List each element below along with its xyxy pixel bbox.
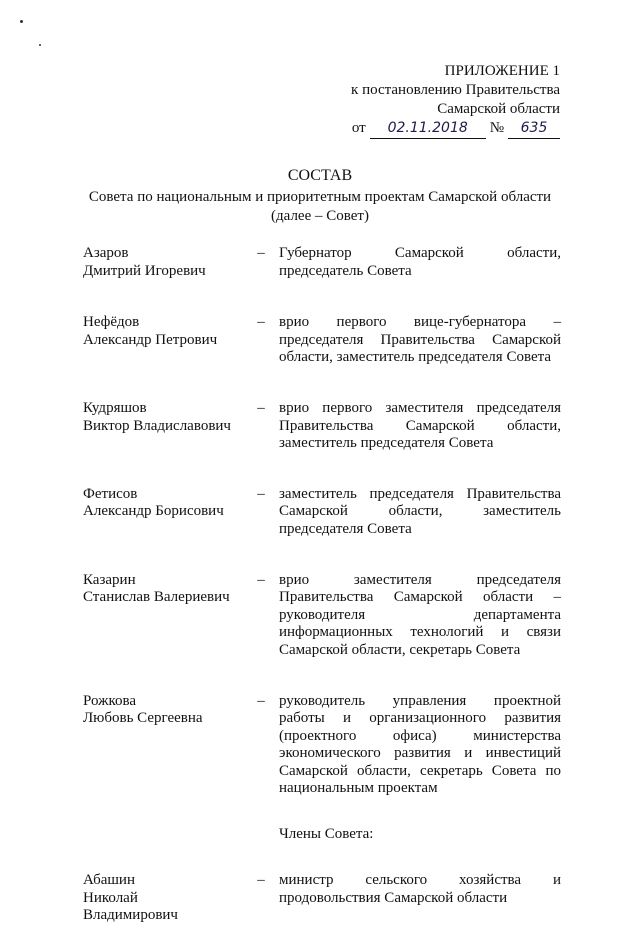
members-section-label: Члены Совета: <box>279 826 374 843</box>
member-surname: Фетисов <box>83 485 138 502</box>
member-row <box>83 400 561 453</box>
member-dash: – <box>257 485 265 502</box>
handwritten-number: 635 <box>508 119 560 139</box>
appendix-line-2: Самарской области <box>437 101 560 117</box>
member-name <box>83 245 243 280</box>
member-given-name: Любовь Сергеевна <box>83 710 203 727</box>
member-dash: – <box>257 314 265 331</box>
scan-speck <box>20 20 23 23</box>
member-row <box>83 572 561 660</box>
member-row <box>83 693 561 799</box>
member-surname: Абашин <box>83 872 135 889</box>
member-row <box>83 245 561 280</box>
document-heading <box>60 166 580 226</box>
member-given-name: Николай <box>83 889 138 906</box>
member-role: врио заместителя председателя Правительства Самарской области – руководителя департамента информационных технологий и связи Самарской области, секретарь Совета <box>279 571 561 658</box>
heading-line-2: (далее – Совет) <box>271 208 369 224</box>
appendix-title: ПРИЛОЖЕНИЕ 1 <box>444 63 560 79</box>
member-surname: Нефёдов <box>83 314 140 331</box>
member-dash: – <box>257 399 265 416</box>
member-role: заместитель председателя Правительства Самарской области, заместитель председателя Совета <box>279 485 561 537</box>
member-patronymic: Владимирович <box>83 907 178 924</box>
member-name <box>83 872 243 925</box>
member-surname: Кудряшов <box>83 399 147 416</box>
member-given-name: Дмитрий Игоревич <box>83 262 206 279</box>
document-title: СОСТАВ <box>287 167 353 184</box>
member-role: министр сельского хозяйства и продовольствия Самарской области <box>279 872 561 906</box>
handwritten-date: 02.11.2018 <box>370 119 486 139</box>
member-role: врио первого вице-губернатора – председателя Правительства Самарской области, заместитель председателя Совета <box>279 314 561 366</box>
member-name <box>83 400 243 453</box>
member-given-name: Виктор Владиславович <box>83 417 231 434</box>
member-row <box>83 314 561 367</box>
council-members-list <box>83 245 561 925</box>
member-row <box>83 872 561 925</box>
member-dash: – <box>257 571 265 588</box>
member-dash: – <box>257 692 265 709</box>
scan-speck <box>39 44 41 46</box>
member-dash: – <box>257 245 265 261</box>
member-surname: Азаров <box>83 245 129 261</box>
member-name <box>83 314 243 367</box>
member-name <box>83 693 243 799</box>
number-prefix: № <box>489 120 504 136</box>
member-role: Губернатор Самарской области, председатель Совета <box>279 245 561 279</box>
member-role: врио первого заместителя председателя Правительства Самарской области, заместитель председателя Совета <box>279 399 561 452</box>
member-surname: Казарин <box>83 571 136 588</box>
date-number-line <box>352 119 560 139</box>
member-role: руководитель управления проектной работы и организационного развития (проектного офиса) министерства экономического развития и инвестиций Самарской области, секретарь Совета по национальным проектам <box>279 692 561 797</box>
appendix-header <box>300 62 560 139</box>
appendix-line-1: к постановлению Правительства <box>351 82 560 98</box>
member-surname: Рожкова <box>83 692 137 709</box>
member-dash: – <box>257 872 265 889</box>
member-name <box>83 486 243 539</box>
member-given-name: Александр Борисович <box>83 503 224 520</box>
member-row <box>83 486 561 539</box>
heading-line-1: Совета по национальным и приоритетным проектам Самарской области <box>88 189 552 205</box>
member-given-name: Александр Петрович <box>83 331 218 348</box>
date-prefix: от <box>351 120 366 136</box>
member-name <box>83 572 243 660</box>
member-given-name: Станислав Валериевич <box>83 589 230 606</box>
